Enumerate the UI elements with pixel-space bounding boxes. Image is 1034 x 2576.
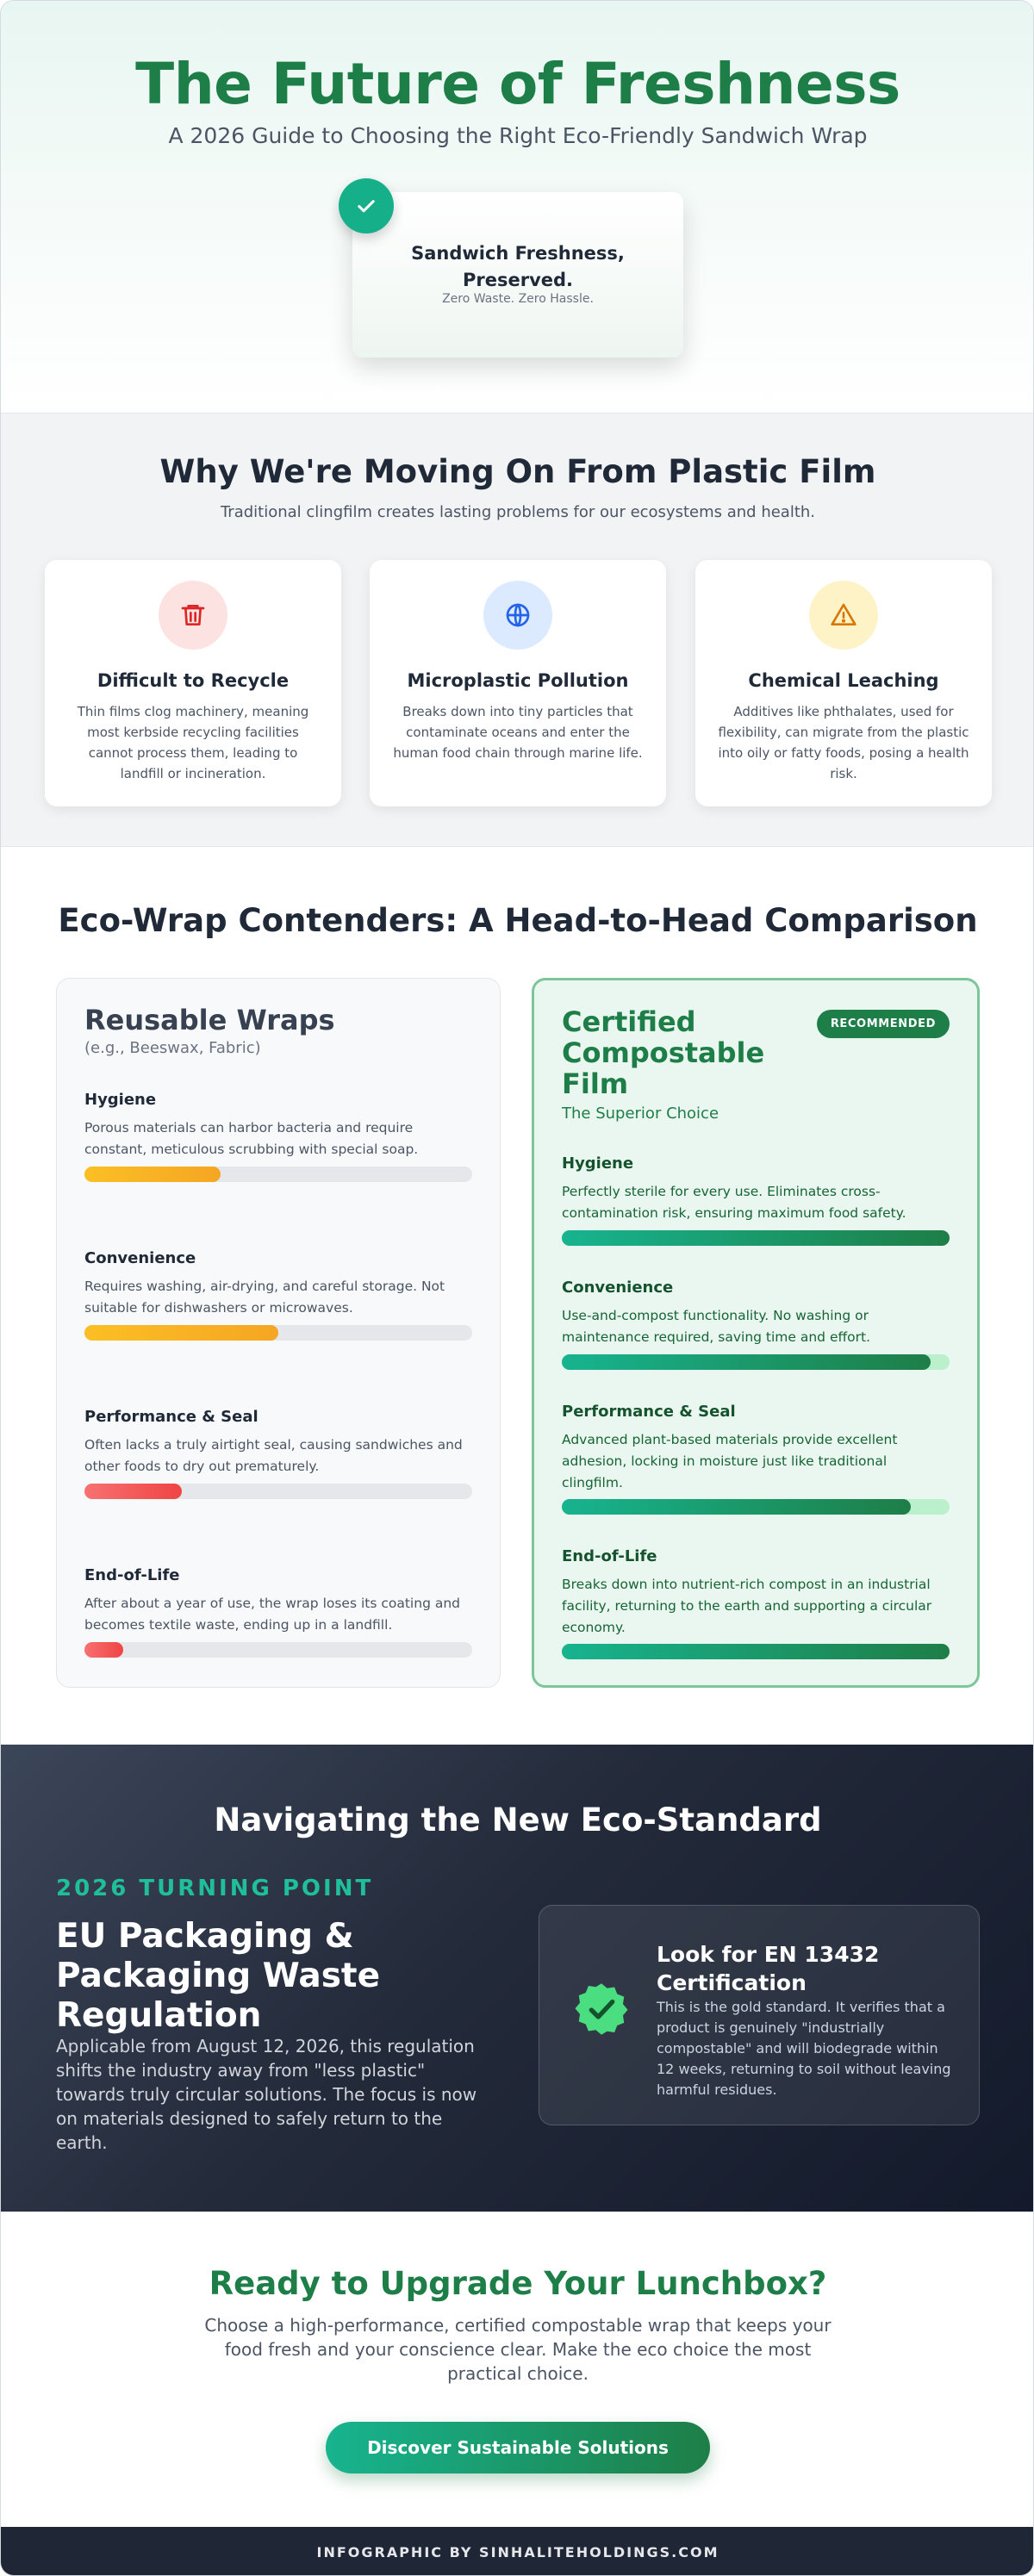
- rating-bar-fill: [562, 1644, 950, 1659]
- hero-title: The Future of Freshness: [135, 51, 900, 117]
- problem-card-microplastic: [370, 560, 666, 806]
- rating-bar-fill: [562, 1230, 950, 1246]
- criterion-text: Perfectly sterile for every use. Eliminates cross-contamination risk, ensuring maximum food safety.: [562, 1184, 906, 1221]
- globe-icon: [483, 581, 552, 650]
- problem-card-text: Thin films clog machinery, meaning most kerbside recycling facilities cannot process them, leading to landfill or incineration.: [77, 704, 309, 781]
- criterion-text: Requires washing, air-drying, and careful storage. Not suitable for dishwashers or microwaves.: [84, 1279, 445, 1316]
- cta-section: [1, 2212, 1034, 2527]
- certification-card: [539, 1905, 980, 2125]
- criterion-text: Often lacks a truly airtight seal, causing sandwiches and other foods to dry out prematurely.: [84, 1437, 463, 1474]
- certification-card-text: This is the gold standard. It verifies that a product is genuinely "industrially compostable" and will biodegrade within 12 weeks, returning to soil without leaving harmful residues.: [657, 1999, 951, 2098]
- comparison-section: [1, 847, 1034, 1745]
- hero-card: [352, 192, 683, 358]
- criterion-end-of-life: [84, 1566, 472, 1636]
- problems-title: Why We're Moving On From Plastic Film: [159, 453, 876, 490]
- criterion-performance: [562, 1403, 950, 1494]
- hero-subtitle: A 2026 Guide to Choosing the Right Eco-Friendly Sandwich Wrap: [168, 123, 868, 148]
- criterion-title: End-of-Life: [562, 1547, 657, 1565]
- reusable-wraps-column: [56, 978, 501, 1688]
- eco-headline: EU Packaging & Packaging Waste Regulation: [56, 1917, 381, 2035]
- column-subtitle: The Superior Choice: [562, 1104, 719, 1123]
- column-subtitle: (e.g., Beeswax, Fabric): [84, 1039, 261, 1057]
- recommended-badge: RECOMMENDED: [817, 1010, 950, 1038]
- criterion-title: Hygiene: [562, 1154, 634, 1173]
- rating-bar: [562, 1354, 950, 1370]
- rating-bar-fill: [84, 1167, 221, 1182]
- eco-text: Applicable from August 12, 2026, this regulation shifts the industry away from "less plastic" towards truly circular solutions. The focus is now on materials designed to safely return to the earth.: [56, 2036, 477, 2153]
- criterion-text: Advanced plant-based materials provide excellent adhesion, locking in moisture just like traditional clingfilm.: [562, 1432, 898, 1490]
- rating-bar-fill: [84, 1325, 278, 1341]
- rating-bar: [84, 1484, 472, 1499]
- criterion-title: End-of-Life: [84, 1566, 180, 1584]
- rating-bar-fill: [562, 1354, 931, 1370]
- criterion-text: After about a year of use, the wrap loses its coating and becomes textile waste, ending up in a landfill.: [84, 1596, 460, 1633]
- comparison-title: Eco-Wrap Contenders: A Head-to-Head Comparison: [58, 902, 978, 939]
- hero-card-subtitle: Zero Waste. Zero Hassle.: [442, 292, 594, 306]
- hero-card-title: Sandwich Freshness, Preserved.: [411, 243, 625, 290]
- cta-title: Ready to Upgrade Your Lunchbox?: [209, 2265, 827, 2302]
- rating-bar-fill: [84, 1484, 182, 1499]
- rating-bar: [562, 1644, 950, 1659]
- criterion-title: Convenience: [84, 1249, 196, 1267]
- criterion-title: Convenience: [562, 1279, 674, 1297]
- criterion-text: Use-and-compost functionality. No washing or maintenance required, saving time and effort.: [562, 1308, 871, 1345]
- certified-seal-icon: [572, 1980, 631, 2042]
- criterion-title: Hygiene: [84, 1091, 157, 1109]
- criterion-convenience: [562, 1279, 950, 1348]
- footer: [1, 2527, 1034, 2576]
- problem-card-text: Additives like phthalates, used for flexibility, can migrate from the plastic into oily or fatty foods, posing a health risk.: [718, 704, 969, 781]
- problem-card-chemical: [695, 560, 992, 806]
- rating-bar: [84, 1642, 472, 1658]
- criterion-performance: [84, 1408, 472, 1478]
- problem-card-text: Breaks down into tiny particles that contaminate oceans and enter the human food chain through marine life.: [393, 704, 643, 761]
- criterion-hygiene: [84, 1091, 472, 1160]
- criterion-convenience: [84, 1249, 472, 1319]
- problems-subtitle: Traditional clingfilm creates lasting problems for our ecosystems and health.: [220, 503, 816, 521]
- criterion-text: Breaks down into nutrient-rich compost in an industrial facility, returning to the earth and supporting a circular economy.: [562, 1577, 932, 1635]
- warning-icon: [809, 581, 878, 650]
- problem-card-title: Microplastic Pollution: [407, 670, 629, 691]
- problems-section: [1, 413, 1034, 847]
- rating-bar: [562, 1230, 950, 1246]
- certification-card-title: Look for EN 13432 Certification: [657, 1942, 880, 1995]
- rating-bar: [84, 1167, 472, 1182]
- compostable-film-column: [532, 978, 980, 1688]
- hero-section: [1, 1, 1034, 413]
- criterion-title: Performance & Seal: [84, 1408, 258, 1426]
- eco-kicker: 2026 TURNING POINT: [56, 1876, 374, 1901]
- trash-icon: [159, 581, 227, 650]
- footer-credit: INFOGRAPHIC BY SINHALITEHOLDINGS.COM: [316, 2544, 719, 2560]
- column-title: Certified Compostable Film: [562, 1005, 765, 1100]
- criterion-title: Performance & Seal: [562, 1403, 736, 1421]
- criterion-end-of-life: [562, 1547, 950, 1639]
- problem-card-title: Difficult to Recycle: [97, 670, 290, 691]
- problem-card-recycle: [45, 560, 341, 806]
- rating-bar: [84, 1325, 472, 1341]
- cta-text: Choose a high-performance, certified compostable wrap that keeps your food fresh and your conscience clear. Make the eco choice the most practical choice.: [204, 2315, 832, 2384]
- discover-solutions-button[interactable]: Discover Sustainable Solutions: [326, 2422, 710, 2473]
- problem-card-title: Chemical Leaching: [748, 670, 939, 691]
- criterion-hygiene: [562, 1154, 950, 1224]
- check-icon: [339, 178, 394, 233]
- criterion-text: Porous materials can harbor bacteria and require constant, meticulous scrubbing with special soap.: [84, 1120, 419, 1157]
- column-title: Reusable Wraps: [84, 1004, 335, 1036]
- rating-bar: [562, 1499, 950, 1515]
- rating-bar-fill: [562, 1499, 911, 1515]
- rating-bar-fill: [84, 1642, 123, 1658]
- eco-standard-section: [1, 1745, 1034, 2212]
- eco-standard-title: Navigating the New Eco-Standard: [214, 1801, 822, 1839]
